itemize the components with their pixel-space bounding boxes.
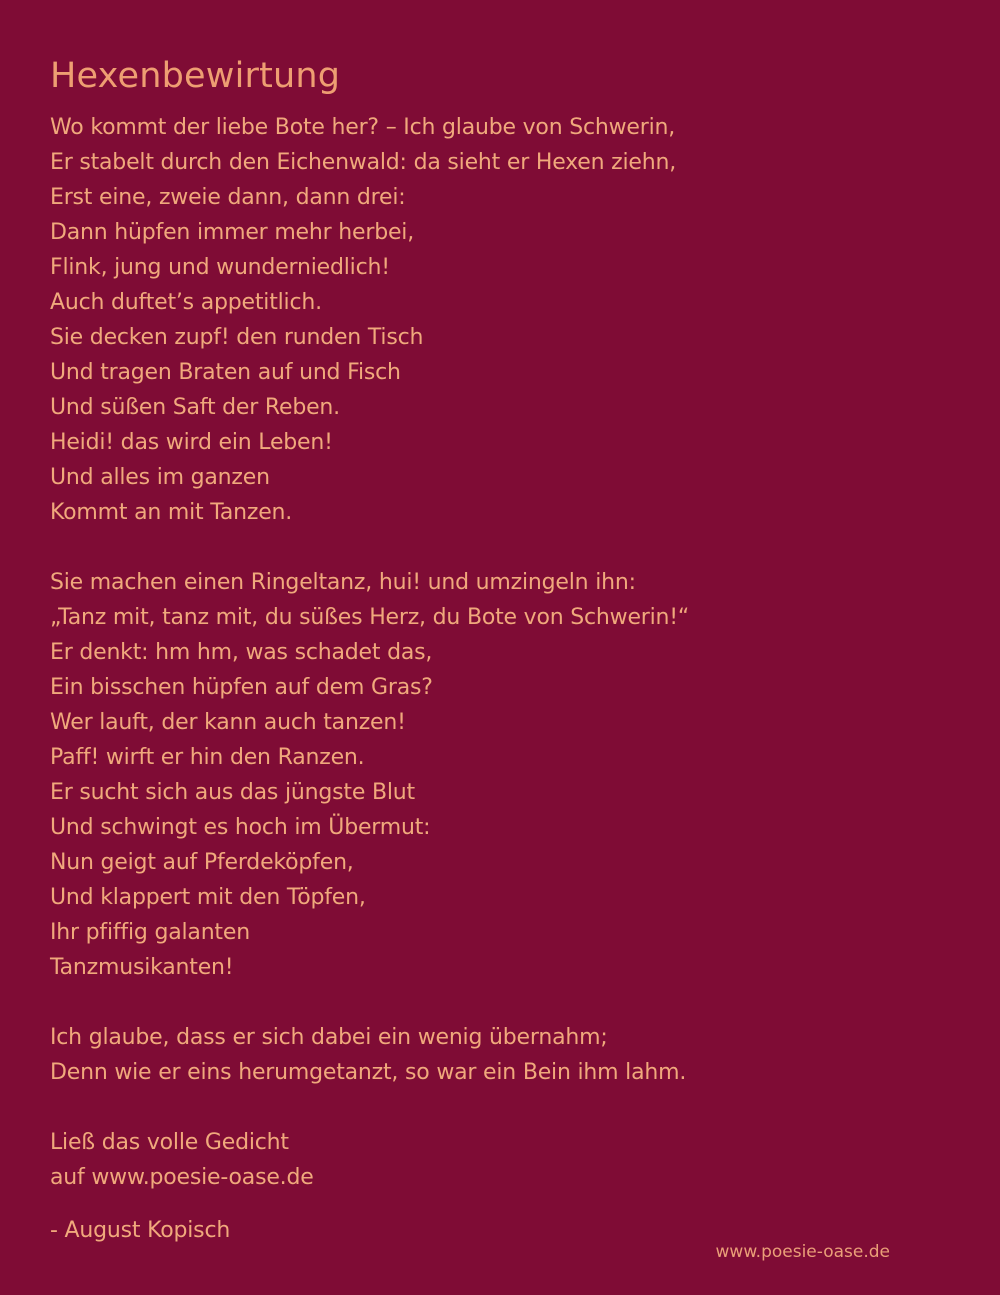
stanza-3 (50, 1020, 950, 1090)
poem-line: Er denkt: hm hm, was schadet das, (50, 640, 433, 665)
poem-line: Auch duftet’s appetitlich. (50, 290, 322, 315)
poem-line: Und tragen Braten auf und Fisch (50, 360, 401, 385)
poem-line: Er sucht sich aus das jüngste Blut (50, 780, 415, 805)
poem-line: Und süßen Saft der Reben. (50, 395, 340, 420)
poem-line: Sie machen einen Ringeltanz, hui! und umzingeln ihn: (50, 570, 636, 595)
site-watermark: www.poesie-oase.de (715, 1242, 890, 1262)
stanza-2 (50, 565, 950, 985)
poem-line: Paff! wirft er hin den Ranzen. (50, 745, 365, 770)
poem-line: Kommt an mit Tanzen. (50, 500, 293, 525)
poem-line: Dann hüpfen immer mehr herbei, (50, 220, 414, 245)
poem-line: Tanzmusikanten! (50, 955, 234, 980)
poem-line: Und klappert mit den Töpfen, (50, 885, 366, 910)
poem-line: Wer lauft, der kann auch tanzen! (50, 710, 406, 735)
read-more-link-line: auf www.poesie-oase.de (50, 1165, 314, 1190)
poem-author: - August Kopisch (50, 1218, 231, 1243)
poem-line: Ich glaube, dass er sich dabei ein wenig übernahm; (50, 1025, 608, 1050)
poem-container (50, 52, 950, 1195)
poem-title: Hexenbewirtung (50, 56, 341, 96)
stanza-1 (50, 110, 950, 530)
poem-line: Er stabelt durch den Eichenwald: da sieht er Hexen ziehn, (50, 150, 677, 175)
poem-line: Ihr pfiffig galanten (50, 920, 250, 945)
poem-line: Wo kommt der liebe Bote her? – Ich glaube von Schwerin, (50, 115, 676, 140)
read-more-line: Ließ das volle Gedicht (50, 1130, 289, 1155)
poem-line: Und alles im ganzen (50, 465, 270, 490)
poem-line: Und schwingt es hoch im Übermut: (50, 815, 431, 840)
poem-line: Ein bisschen hüpfen auf dem Gras? (50, 675, 433, 700)
read-more-note (50, 1125, 950, 1195)
poem-line: Denn wie er eins herumgetanzt, so war ein Bein ihm lahm. (50, 1060, 687, 1085)
poem-line: Erst eine, zweie dann, dann drei: (50, 185, 406, 210)
poem-line: Nun geigt auf Pferdeköpfen, (50, 850, 354, 875)
poem-line: Flink, jung und wunderniedlich! (50, 255, 390, 280)
poem-line: „Tanz mit, tanz mit, du süßes Herz, du Bote von Schwerin!“ (50, 605, 690, 630)
poem-line: Sie decken zupf! den runden Tisch (50, 325, 424, 350)
poem-line: Heidi! das wird ein Leben! (50, 430, 333, 455)
